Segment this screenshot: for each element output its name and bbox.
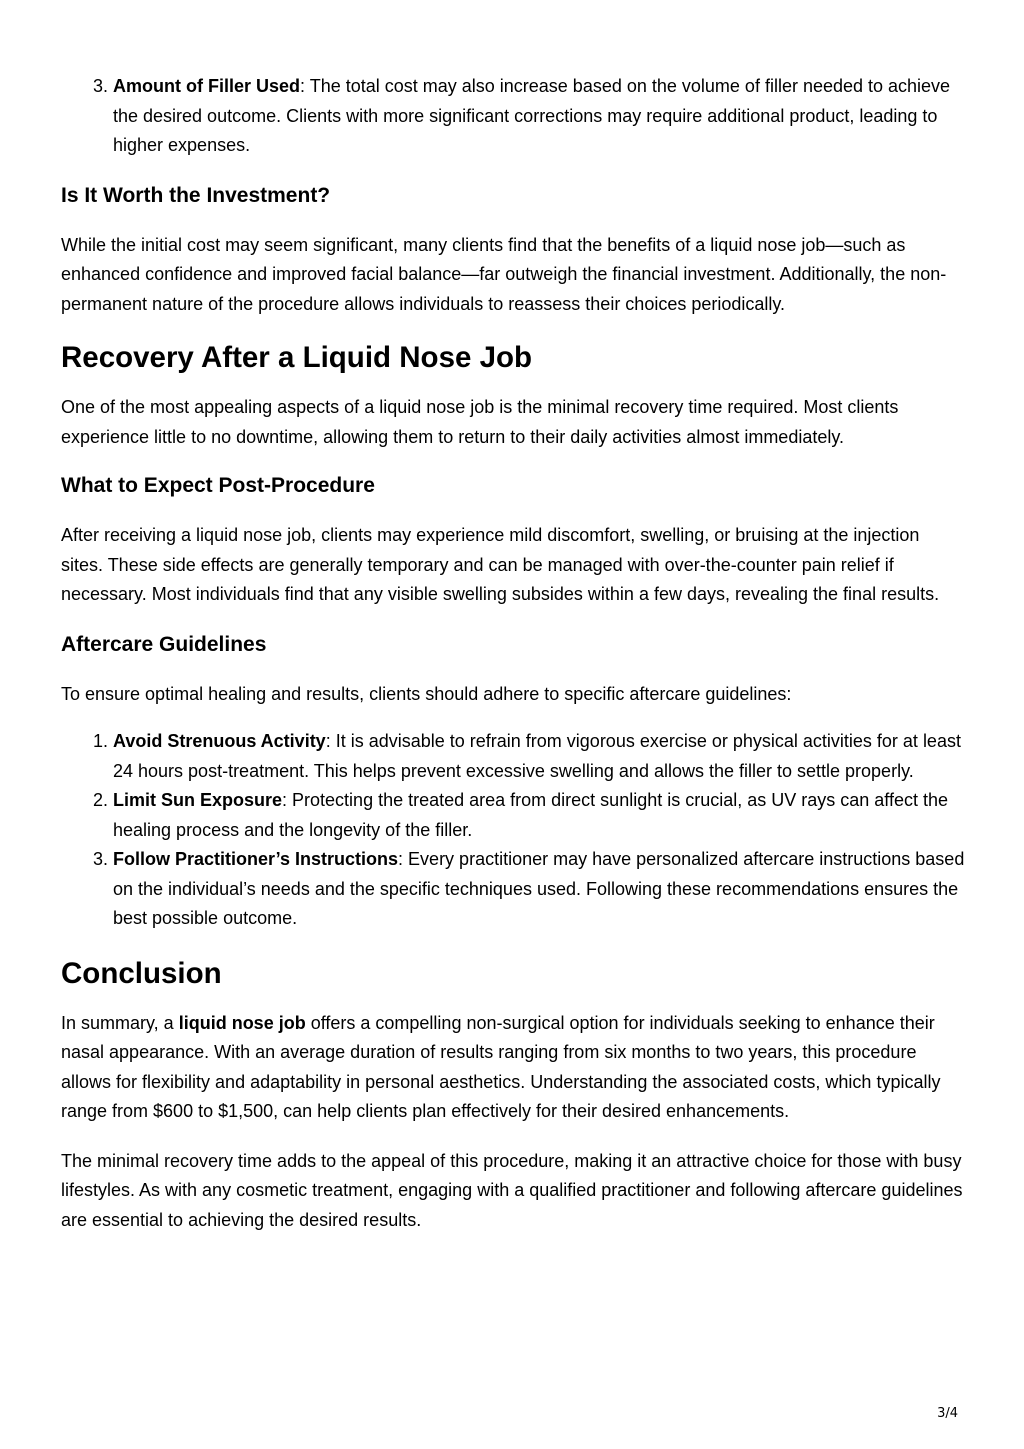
expect-heading: What to Expect Post-Procedure: [61, 474, 375, 497]
conclusion-paragraph-2: The minimal recovery time adds to the appeal of this procedure, making it an attractive choice for those with busy lifestyles. As with any cosmetic treatment, engaging with a qualified practitioner and following aftercare guidelines are essential to achieving the desired results.: [61, 1150, 963, 1230]
aftercare-intro: To ensure optimal healing and results, clients should adhere to specific aftercare guidelines:: [61, 683, 792, 704]
recovery-paragraph: One of the most appealing aspects of a liquid nose job is the minimal recovery time required. Most clients experience little to no downtime, allowing them to return to their daily activities almost immediately.: [61, 397, 899, 447]
list-item-title: Amount of Filler Used: [113, 76, 301, 96]
conclusion-keyword: liquid nose job: [178, 1012, 306, 1033]
worth-heading: Is It Worth the Investment?: [61, 183, 331, 207]
list-item: [113, 845, 966, 934]
list-item-text: : Every practitioner may have personalized aftercare instructions based on the individual’s needs and the specific techniques used. Following these recommendations ensures the best possible outcome.: [113, 849, 965, 928]
list-item-title: Follow Practitioner’s Instructions: [113, 849, 399, 869]
cost-factors-list: [61, 72, 966, 161]
aftercare-heading: Aftercare Guidelines: [61, 632, 267, 656]
list-item-text: : It is advisable to refrain from vigorous exercise or physical activities for at least 24 hours post-treatment. This helps prevent excessive swelling and allows the filler to settle properly.: [113, 731, 961, 781]
conclusion-paragraph-1: [61, 1009, 966, 1127]
list-item-text: : The total cost may also increase based on the volume of filler needed to achieve the desired outcome. Clients with more significant corrections may require additional product, leading to higher expenses.: [113, 76, 951, 155]
list-item-title: Avoid Strenuous Activity: [113, 731, 326, 751]
worth-paragraph: While the initial cost may seem significant, many clients find that the benefits of a liquid nose job—such as enhanced confidence and improved facial balance—far outweigh the financial investment. Additionally, the non-permanent nature of the procedure allows individuals to reassess their choices periodically.: [61, 234, 947, 314]
document-page: [61, 72, 966, 1235]
recovery-heading: Recovery After a Liquid Nose Job: [61, 341, 533, 374]
conclusion-text-before: In summary, a: [61, 1012, 179, 1033]
aftercare-list: [61, 727, 966, 934]
list-item: [113, 72, 966, 161]
list-item: [113, 727, 966, 786]
list-item-title: Limit Sun Exposure: [113, 790, 283, 810]
expect-paragraph: After receiving a liquid nose job, clients may experience mild discomfort, swelling, or bruising at the injection sites. These side effects are generally temporary and can be managed with over-the-counter pain relief if necessary. Most individuals find that any visible swelling subsides within a few days, revealing the final results.: [61, 525, 940, 604]
list-item: [113, 786, 966, 845]
conclusion-heading: Conclusion: [61, 956, 222, 990]
conclusion-text-after: offers a compelling non-surgical option for individuals seeking to enhance their nasal appearance. With an average duration of results ranging from six months to two years, this procedure allows for flexibility and adaptability in personal aesthetics. Understanding the associated costs, which typically range from $600 to $1,500, can help clients plan effectively for their desired enhancements.: [61, 1012, 941, 1121]
page-number: 3/4: [937, 1406, 958, 1421]
list-item-text: : Protecting the treated area from direct sunlight is crucial, as UV rays can affect the healing process and the longevity of the filler.: [113, 790, 949, 840]
